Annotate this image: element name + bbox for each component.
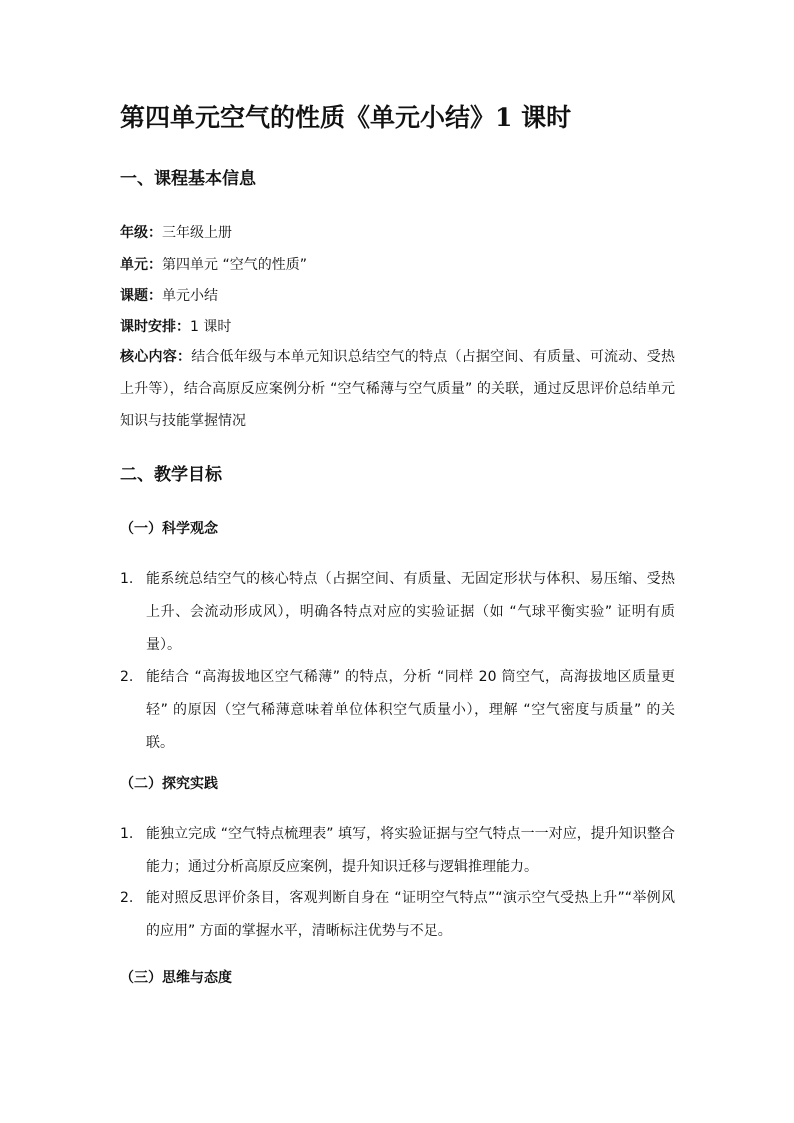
list-item-number: 2. <box>120 669 134 685</box>
grade-label: 年级： <box>120 225 162 241</box>
list-item-number: 2. <box>120 890 134 906</box>
unit-label: 单元： <box>120 257 162 273</box>
subsection-heading-science-concepts: （一）科学观念 <box>120 521 218 537</box>
schedule-label: 课时安排： <box>120 319 190 335</box>
info-schedule <box>120 316 680 338</box>
list-item <box>120 882 675 948</box>
subsection-heading-thinking-attitude: （三）思维与态度 <box>120 970 232 986</box>
list-item <box>120 661 675 760</box>
schedule-value: 1 课时 <box>190 319 232 335</box>
subsection-heading-inquiry-practice: （二）探究实践 <box>120 776 218 792</box>
unit-value: 第四单元 “空气的性质” <box>162 257 307 273</box>
list-item-text: 能结合 “高海拔地区空气稀薄” 的特点，分析 “同样 20 筒空气，高海拔地区质量更轻” 的原因（空气稀薄意味着单位体积空气质量小），理解 “空气密度与质量” 的关联。 <box>146 669 675 751</box>
grade-value: 三年级上册 <box>162 225 232 241</box>
document-title: 第四单元空气的性质《单元小结》1 课时 <box>120 103 572 132</box>
list-item-text: 能系统总结空气的核心特点（占据空间、有质量、无固定形状与体积、易压缩、受热上升、会流动形成风），明确各特点对应的实验证据（如 “气球平衡实验” 证明有质量）。 <box>146 571 675 653</box>
core-value: 结合低年级与本单元知识总结空气的特点（占据空间、有质量、可流动、受热上升等），结合高原反应案例分析 “空气稀薄与空气质量” 的关联，通过反思评价总结单元知识与技能掌握情况 <box>120 349 676 429</box>
list-item-text: 能独立完成 “空气特点梳理表” 填写，将实验证据与空气特点一一对应，提升知识整合能力；通过分析高原反应案例，提升知识迁移与逻辑推理能力。 <box>146 826 675 875</box>
list-item <box>120 563 675 662</box>
info-topic <box>120 285 680 307</box>
section-heading-objectives: 二、教学目标 <box>120 465 222 485</box>
list-item-number: 1. <box>120 826 134 842</box>
topic-label: 课题： <box>120 288 162 304</box>
list-item-number: 1. <box>120 571 134 587</box>
info-core-content <box>120 341 675 437</box>
list-item-text: 能对照反思评价条目，客观判断自身在 “证明空气特点”“演示空气受热上升”“举例风的应用” 方面的掌握水平，清晰标注优势与不足。 <box>146 890 675 939</box>
info-grade <box>120 222 680 244</box>
topic-value: 单元小结 <box>162 288 218 304</box>
info-unit <box>120 254 680 276</box>
section-heading-basic-info: 一、课程基本信息 <box>120 169 256 189</box>
list-item <box>120 818 675 884</box>
core-label: 核心内容： <box>120 349 192 365</box>
